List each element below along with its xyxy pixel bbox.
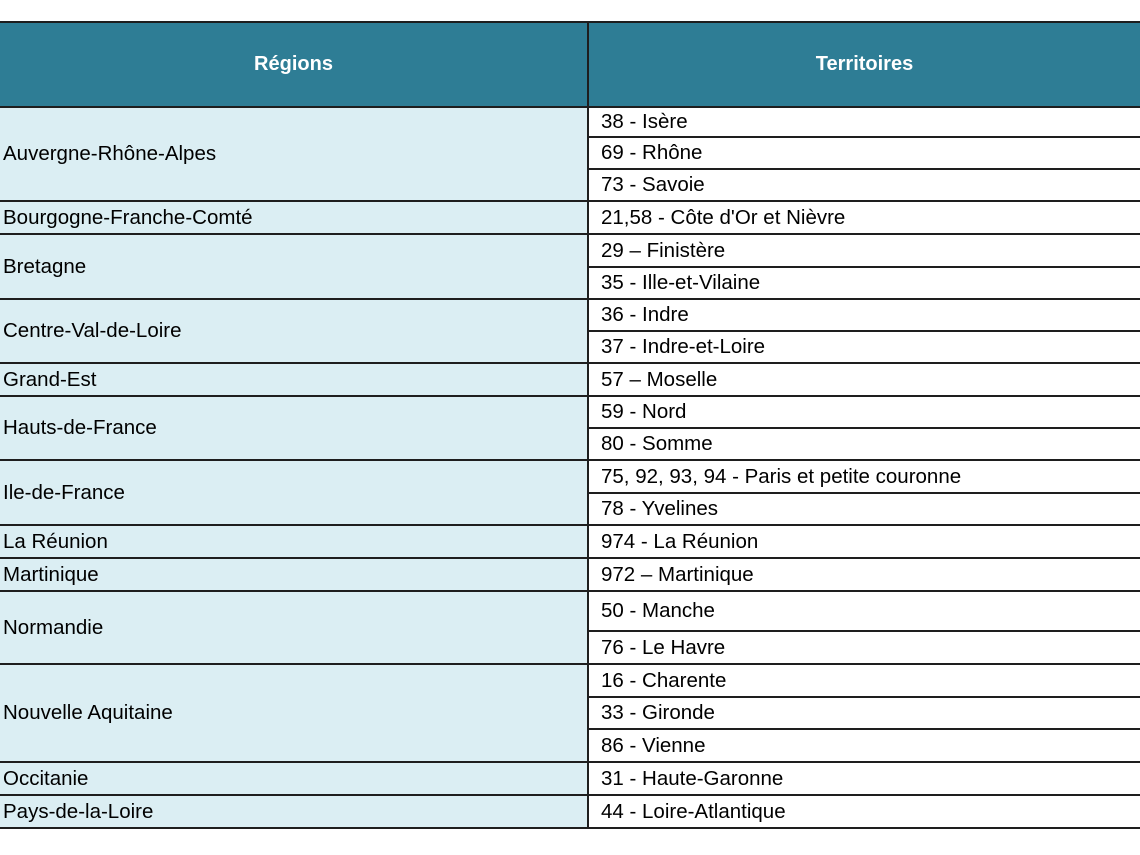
region-cell: Auvergne-Rhône-Alpes	[0, 107, 588, 201]
table-row	[0, 299, 1140, 331]
table-row	[0, 795, 1140, 828]
territory-cell: 37 - Indre-et-Loire	[588, 331, 1140, 363]
territory-cell: 16 - Charente	[588, 664, 1140, 697]
region-cell: Martinique	[0, 558, 588, 591]
territory-cell: 974 - La Réunion	[588, 525, 1140, 558]
territory-cell: 29 – Finistère	[588, 234, 1140, 267]
region-cell: Grand-Est	[0, 363, 588, 396]
table-row	[0, 762, 1140, 795]
table-body	[0, 107, 1140, 828]
region-cell: Pays-de-la-Loire	[0, 795, 588, 828]
territory-cell: 69 - Rhône	[588, 137, 1140, 169]
territory-cell: 78 - Yvelines	[588, 493, 1140, 525]
territory-cell: 38 - Isère	[588, 107, 1140, 137]
territory-cell: 33 - Gironde	[588, 697, 1140, 729]
region-cell: Ile-de-France	[0, 460, 588, 525]
territory-cell: 972 – Martinique	[588, 558, 1140, 591]
territory-cell: 73 - Savoie	[588, 169, 1140, 201]
table-row	[0, 591, 1140, 631]
territory-cell: 57 – Moselle	[588, 363, 1140, 396]
table-row	[0, 396, 1140, 428]
header-territoires: Territoires	[588, 22, 1140, 107]
territory-cell: 36 - Indre	[588, 299, 1140, 331]
table-row	[0, 201, 1140, 234]
regions-table-container	[0, 21, 1140, 829]
region-cell: Normandie	[0, 591, 588, 664]
table-row	[0, 234, 1140, 267]
table-row	[0, 107, 1140, 137]
region-cell: La Réunion	[0, 525, 588, 558]
territory-cell: 21,58 - Côte d'Or et Nièvre	[588, 201, 1140, 234]
region-cell: Hauts-de-France	[0, 396, 588, 460]
region-cell: Bretagne	[0, 234, 588, 299]
table-row	[0, 664, 1140, 697]
territory-cell: 35 - Ille-et-Vilaine	[588, 267, 1140, 299]
table-row	[0, 363, 1140, 396]
region-cell: Occitanie	[0, 762, 588, 795]
region-cell: Bourgogne-Franche-Comté	[0, 201, 588, 234]
territory-cell: 86 - Vienne	[588, 729, 1140, 762]
territory-cell: 31 - Haute-Garonne	[588, 762, 1140, 795]
territory-cell: 76 - Le Havre	[588, 631, 1140, 664]
regions-territories-table	[0, 21, 1140, 829]
table-row	[0, 525, 1140, 558]
table-row	[0, 460, 1140, 493]
header-regions: Régions	[0, 22, 588, 107]
region-cell: Centre-Val-de-Loire	[0, 299, 588, 363]
table-header-row	[0, 22, 1140, 107]
territory-cell: 59 - Nord	[588, 396, 1140, 428]
table-row	[0, 558, 1140, 591]
territory-cell: 80 - Somme	[588, 428, 1140, 460]
territory-cell: 50 - Manche	[588, 591, 1140, 631]
territory-cell: 75, 92, 93, 94 - Paris et petite couronne	[588, 460, 1140, 493]
territory-cell: 44 - Loire-Atlantique	[588, 795, 1140, 828]
region-cell: Nouvelle Aquitaine	[0, 664, 588, 762]
